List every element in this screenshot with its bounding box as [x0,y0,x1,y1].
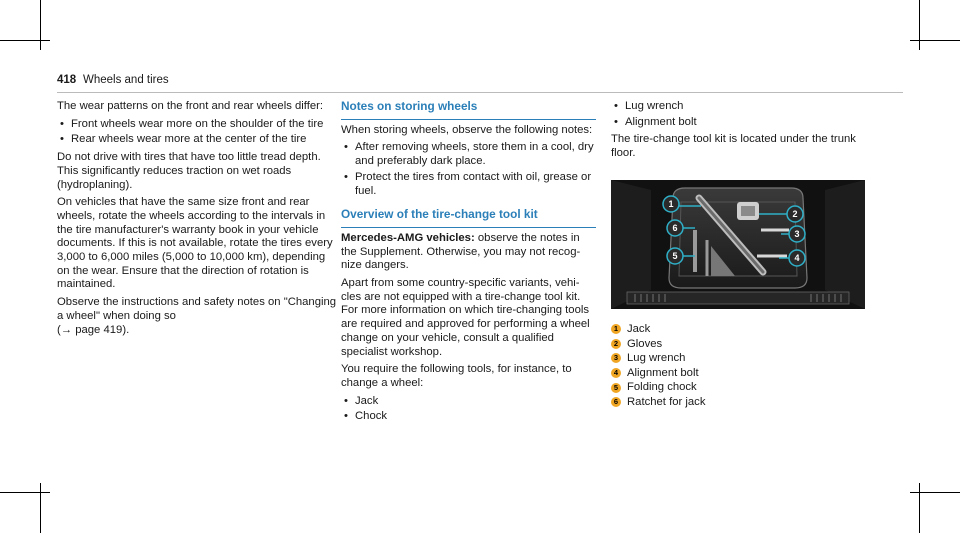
paragraph-required-tools: You require the following tools, for instance, to change a wheel: [341,363,572,389]
list-item: • Front wheels wear more on the shoulder of the tire [57,118,339,132]
svg-text:3: 3 [794,229,800,239]
legend-number-badge: 5 [611,383,621,393]
wear-bullet-list [57,118,339,147]
legend-label: Lug wrench [627,352,686,365]
storing-bullet-list [341,141,596,198]
legend-item [611,395,705,410]
legend-label: Jack [627,323,651,335]
page-header-title: Wheels and tires [83,74,169,86]
paragraph-tool-kit-availability: Apart from some country-specific variants, vehi-cles are not equipped with a tire-change tool kit. For more information on which tire-changing tools are required and approved for performing a wheel change on your vehicle, consult a qualified specialist workshop. [341,277,590,358]
svg-text:6: 6 [672,223,678,233]
paragraph-tool-kit-location: The tire-change tool kit is located under the trunk floor. [611,133,856,160]
legend-number-badge: 1 [611,324,621,334]
paragraph-rotation: On vehicles that have the same size front and rear wheels, rotate the wheels according to the intervals in the tire manufacturer's warranty book in your vehicle documents. If this is not available, rotate the tires every 3,000 to 6,000 miles (5,000 to 10,000 km), depending on the wear. Ensure that the direction of rotation is maintained. [57,196,333,291]
legend-label: Gloves [627,337,663,350]
paragraph-tread-depth: Do not drive with tires that have too little tread depth. This significantly reduces traction on wet roads (hydroplaning). [57,151,321,191]
paragraph-storing-intro: When storing wheels, observe the following notes: [341,123,593,136]
legend-number-badge: 4 [611,368,621,378]
legend-label: Folding chock [627,381,697,394]
legend-item [611,351,705,366]
legend-item [611,337,705,352]
legend-item [611,380,705,395]
page-number: 418 [57,74,77,86]
list-item: • Alignment bolt [611,116,866,130]
tools-list-b [611,100,866,129]
tool-kit-legend [611,322,705,410]
amg-text: observe the notes in the Supplement. Otherwise, you may not recog-nize dangers. [341,231,581,272]
crop-mark [40,483,41,533]
column-middle [341,100,596,428]
paragraph-amg-note [341,232,596,273]
legend-number-badge: 3 [611,353,621,363]
svg-text:5: 5 [672,251,678,261]
list-item: • Protect the tires from contact with oil, grease or fuel. [341,171,596,198]
legend-item [611,366,705,381]
crop-mark [919,0,920,50]
crop-mark [910,40,960,41]
crop-mark [919,483,920,533]
paragraph-observe-instructions [57,296,339,337]
crop-mark [0,40,50,41]
legend-label: Ratchet for jack [627,395,706,408]
section-title-tool-kit: Overview of the tire-change tool kit [341,208,596,228]
legend-item [611,322,705,337]
crop-mark [0,492,50,493]
tools-list-a [341,395,596,424]
svg-text:1: 1 [668,199,674,209]
column-left [57,100,339,341]
page-reference-link[interactable]: (→ page 419). [57,323,130,336]
tool-kit-photo [611,180,865,309]
crop-mark [40,0,41,50]
tool-kit-illustration [611,180,865,309]
header-divider [57,92,903,93]
observe-text: Observe the instructions and safety notes on "Changing a wheel" when doing so [57,296,337,322]
paragraph-wear-patterns: The wear patterns on the front and rear wheels differ: [57,100,324,112]
svg-text:2: 2 [792,209,798,219]
legend-number-badge: 6 [611,397,621,407]
svg-text:4: 4 [794,253,800,263]
list-item: • After removing wheels, store them in a cool, dry and preferably dark place. [341,141,596,168]
list-item: • Rear wheels wear more at the center of the tire [57,133,339,147]
list-item: • Lug wrench [611,100,866,114]
legend-label: Alignment bolt [627,366,699,379]
column-right [611,100,866,165]
amg-label: Mercedes-AMG vehicles: [341,231,475,244]
legend-number-badge: 2 [611,339,621,349]
section-title-storing-wheels: Notes on storing wheels [341,100,596,120]
list-item: • Chock [341,410,596,424]
crop-mark [910,492,960,493]
list-item: • Jack [341,395,596,409]
